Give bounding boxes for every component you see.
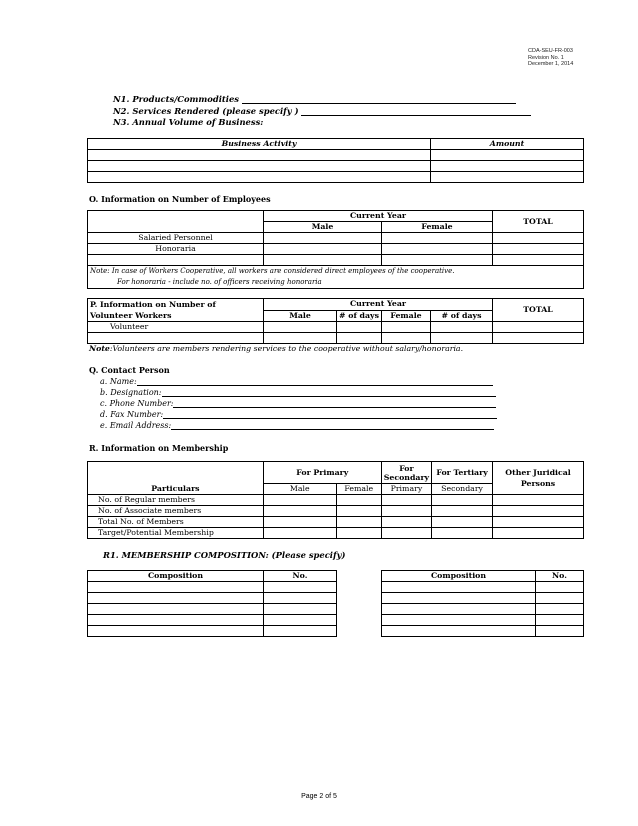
- table-row: [88, 615, 337, 626]
- composition-header: Composition: [88, 571, 264, 582]
- table-row: [88, 255, 584, 266]
- table-row: [88, 333, 584, 344]
- table-row: [88, 172, 584, 183]
- contact-phone-label: c. Phone Number:: [100, 399, 174, 408]
- table-row: [88, 150, 584, 161]
- blank-header: [88, 211, 264, 233]
- composition-header: Composition: [382, 571, 536, 582]
- primary-header: Primary: [381, 484, 431, 495]
- cell[interactable]: [264, 322, 337, 333]
- section-r-title: R. Information on Membership: [89, 443, 229, 453]
- table-row: [88, 528, 584, 539]
- cell[interactable]: [381, 517, 431, 528]
- cell[interactable]: [493, 322, 584, 333]
- cell[interactable]: [88, 172, 431, 183]
- revision-date: December 1, 2014: [528, 61, 574, 67]
- cell[interactable]: [88, 161, 431, 172]
- n1-field[interactable]: [242, 95, 516, 104]
- cell[interactable]: [536, 582, 584, 593]
- for-secondary-header: For Secondary: [381, 462, 431, 484]
- days-header: # of days: [337, 310, 382, 322]
- cell[interactable]: [382, 233, 493, 244]
- for-tertiary-header: For Tertiary: [432, 462, 493, 484]
- no-header: No.: [264, 571, 337, 582]
- particulars-header-top: [88, 462, 264, 484]
- cell[interactable]: [264, 244, 382, 255]
- contact-fax-label: d. Fax Number:: [100, 410, 164, 419]
- cell[interactable]: [336, 528, 381, 539]
- table-row: [88, 506, 584, 517]
- cell[interactable]: [493, 233, 584, 244]
- female-header: Female: [382, 222, 493, 233]
- cell[interactable]: [264, 333, 337, 344]
- contact-designation-line: [100, 388, 496, 397]
- cell[interactable]: [431, 161, 584, 172]
- table-row: [88, 161, 584, 172]
- cell[interactable]: [493, 244, 584, 255]
- cell[interactable]: [431, 172, 584, 183]
- table-row: [88, 322, 584, 333]
- composition-table-right: [381, 570, 584, 637]
- revision-no: Revision No. 1: [528, 54, 564, 61]
- section-p-title-2: Volunteer Workers: [90, 311, 172, 320]
- cell[interactable]: [264, 233, 382, 244]
- cell[interactable]: [382, 604, 536, 615]
- cell[interactable]: [493, 495, 584, 506]
- cell[interactable]: [432, 506, 493, 517]
- cell[interactable]: [336, 517, 381, 528]
- note-line-1: Note: In case of Workers Cooperative, all workers are considered direct employees of the cooperative.: [90, 267, 455, 275]
- contact-phone-field[interactable]: [173, 399, 496, 408]
- contact-name-field[interactable]: [137, 377, 493, 386]
- note-line-2: For honoraria - include no. of officers receiving honoraria: [117, 278, 322, 286]
- page-number: Page 2 of 5: [301, 793, 337, 800]
- cell[interactable]: [493, 517, 584, 528]
- cell[interactable]: [263, 528, 336, 539]
- cell[interactable]: [382, 333, 431, 344]
- cell[interactable]: [264, 615, 337, 626]
- table-row: [88, 495, 584, 506]
- cell[interactable]: [263, 495, 336, 506]
- cell[interactable]: [382, 626, 536, 637]
- cell[interactable]: [493, 506, 584, 517]
- days-header: # of days: [431, 310, 493, 322]
- contact-name-label: a. Name:: [100, 377, 137, 386]
- total-header: TOTAL: [493, 211, 584, 233]
- cell[interactable]: [382, 322, 431, 333]
- cell[interactable]: [432, 495, 493, 506]
- contact-name-line: [100, 377, 493, 386]
- n2-label: N2. Services Rendered (please specify ): [113, 106, 299, 116]
- section-o-title: O. Information on Number of Employees: [89, 194, 271, 204]
- cell[interactable]: [88, 615, 264, 626]
- section-r1-title: R1. MEMBERSHIP COMPOSITION: (Please specify): [103, 550, 346, 560]
- section-p-title: [88, 299, 264, 322]
- table-row: [382, 604, 584, 615]
- total-header: TOTAL: [493, 299, 584, 322]
- cell[interactable]: [493, 528, 584, 539]
- cell[interactable]: [263, 517, 336, 528]
- row-label: No. of Associate members: [88, 506, 264, 517]
- cell[interactable]: [337, 333, 382, 344]
- volunteers-table: [87, 298, 584, 344]
- cell[interactable]: [382, 255, 493, 266]
- cell[interactable]: [336, 495, 381, 506]
- n1-line: [113, 94, 516, 104]
- table-row: [88, 582, 337, 593]
- contact-email-field[interactable]: [171, 421, 494, 430]
- cell[interactable]: [264, 593, 337, 604]
- row-label: Honoraria: [88, 244, 264, 255]
- form-header: [528, 48, 573, 68]
- cell[interactable]: [381, 528, 431, 539]
- table-row: [88, 626, 337, 637]
- current-year-header: Current Year: [264, 299, 493, 311]
- table-row: [382, 593, 584, 604]
- section-p-title-1: P. Information on Number of: [90, 300, 216, 309]
- contact-designation-label: b. Designation:: [100, 388, 162, 397]
- cell[interactable]: [536, 593, 584, 604]
- cell[interactable]: [536, 626, 584, 637]
- male-header: Male: [263, 484, 336, 495]
- table-row: [88, 593, 337, 604]
- cell[interactable]: [431, 333, 493, 344]
- female-header: Female: [382, 310, 431, 322]
- note-label: Note: [89, 344, 110, 353]
- cell[interactable]: [264, 604, 337, 615]
- cell[interactable]: [536, 615, 584, 626]
- table-row: [88, 517, 584, 528]
- cell[interactable]: [88, 582, 264, 593]
- cell[interactable]: [431, 150, 584, 161]
- cell[interactable]: [381, 506, 431, 517]
- table-row: [382, 615, 584, 626]
- no-header: No.: [536, 571, 584, 582]
- contact-phone-line: [100, 399, 496, 408]
- other-juridical-header: Other Juridical Persons: [493, 462, 584, 495]
- table-row: [88, 244, 584, 255]
- business-activity-table: [87, 138, 584, 183]
- cell[interactable]: [88, 626, 264, 637]
- cell[interactable]: [88, 255, 264, 266]
- cell[interactable]: [264, 626, 337, 637]
- employees-note: [88, 266, 584, 289]
- cell[interactable]: [432, 517, 493, 528]
- contact-designation-field[interactable]: [162, 388, 496, 397]
- cell[interactable]: [263, 506, 336, 517]
- cell[interactable]: [382, 615, 536, 626]
- male-header: Male: [264, 310, 337, 322]
- cell[interactable]: [432, 528, 493, 539]
- contact-fax-line: [100, 410, 497, 419]
- cell[interactable]: [88, 604, 264, 615]
- form-code: CDA-SEU-FR-003: [528, 48, 573, 54]
- row-label: Volunteer: [88, 322, 264, 333]
- contact-email-line: [100, 421, 494, 430]
- employees-table: [87, 210, 584, 289]
- col-business-activity: Business Activity: [88, 139, 431, 150]
- cell[interactable]: [88, 333, 264, 344]
- table-row: [88, 233, 584, 244]
- cell[interactable]: [493, 255, 584, 266]
- row-label: Target/Potential Membership: [88, 528, 264, 539]
- contact-email-label: e. Email Address:: [100, 421, 172, 430]
- cell[interactable]: [264, 255, 382, 266]
- n3-label: N3. Annual Volume of Business:: [113, 117, 264, 127]
- composition-table-left: [87, 570, 337, 637]
- n2-field[interactable]: [301, 107, 531, 116]
- table-row: [382, 582, 584, 593]
- volunteers-note: [89, 344, 463, 353]
- col-amount: Amount: [431, 139, 584, 150]
- particulars-header: Particulars: [88, 484, 264, 495]
- cell[interactable]: [382, 593, 536, 604]
- cell[interactable]: [336, 506, 381, 517]
- table-row: [88, 604, 337, 615]
- male-header: Male: [264, 222, 382, 233]
- female-header: Female: [336, 484, 381, 495]
- cell[interactable]: [337, 322, 382, 333]
- row-label: Salaried Personnel: [88, 233, 264, 244]
- membership-table: [87, 461, 584, 539]
- cell[interactable]: [88, 593, 264, 604]
- cell[interactable]: [381, 495, 431, 506]
- n2-line: [113, 106, 531, 116]
- cell[interactable]: [88, 150, 431, 161]
- cell[interactable]: [493, 333, 584, 344]
- current-year-header: Current Year: [264, 211, 493, 222]
- row-label: Total No. of Members: [88, 517, 264, 528]
- row-label: No. of Regular members: [88, 495, 264, 506]
- cell[interactable]: [382, 582, 536, 593]
- contact-fax-field[interactable]: [163, 410, 497, 419]
- cell[interactable]: [431, 322, 493, 333]
- secondary-header: Secondary: [432, 484, 493, 495]
- for-primary-header: For Primary: [263, 462, 381, 484]
- n1-label: N1. Products/Commodities: [113, 94, 239, 104]
- section-q-title: Q. Contact Person: [89, 365, 170, 375]
- cell[interactable]: [382, 244, 493, 255]
- note-text: :Volunteers are members rendering services to the cooperative without salary/honoraria.: [109, 344, 464, 353]
- cell[interactable]: [264, 582, 337, 593]
- cell[interactable]: [536, 604, 584, 615]
- table-row: [382, 626, 584, 637]
